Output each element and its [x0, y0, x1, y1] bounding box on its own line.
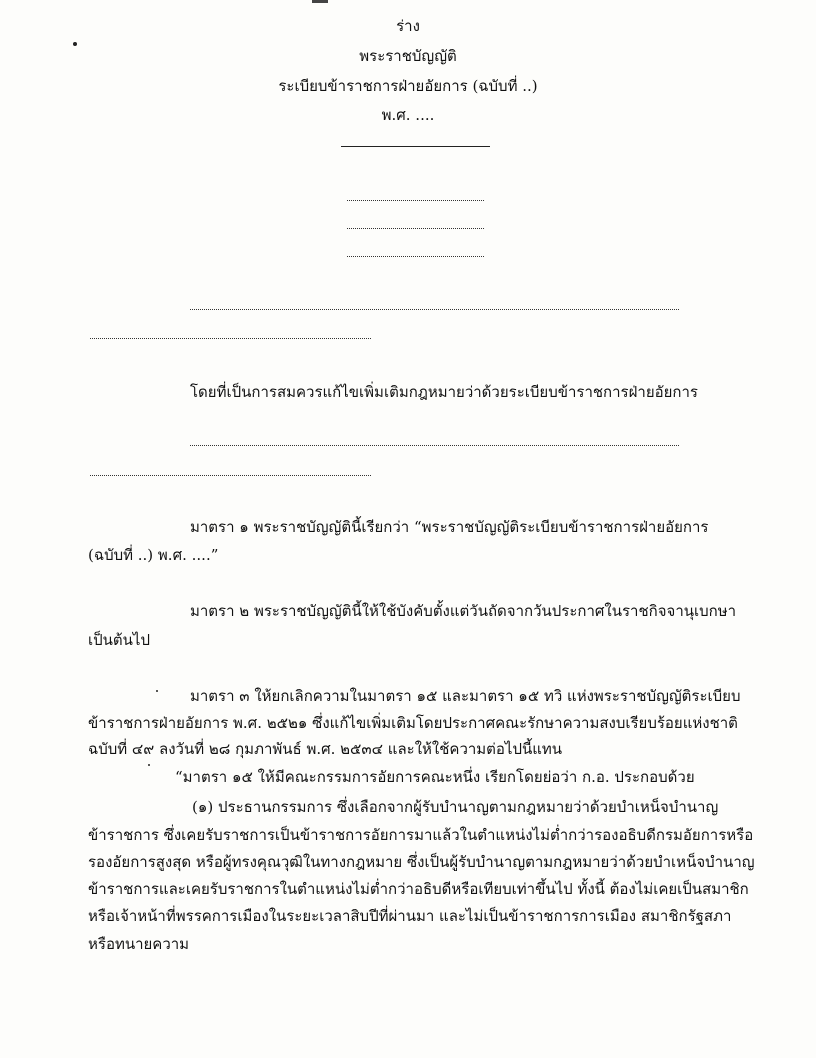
act-year: พ.ศ. ....: [381, 106, 435, 124]
blank-line: [190, 445, 679, 446]
draft-label: ร่าง: [396, 17, 420, 35]
blank-line: [347, 256, 484, 257]
section-3-line: ฉบับที่ ๔๙ ลงวันที่ ๒๘ กุมภาพันธ์ พ.ศ. ๒๕๓๔ และให้ใช้ความต่อไปนี้แทน: [88, 740, 563, 758]
section-3-line: ข้าราชการและเคยรับราชการในตำแหน่งไม่ต่ำกว่าอธิบดีหรือเทียบเท่าขึ้นไป ทั้งนี้ ต้องไม่เคยเป็นสมาชิก: [88, 880, 749, 898]
blank-line: [347, 228, 484, 229]
section-1-line: มาตรา ๑ พระราชบัญญัตินี้เรียกว่า “พระราชบัญญัติระเบียบข้าราชการฝ่ายอัยการ: [190, 518, 709, 536]
blank-line: [347, 200, 484, 201]
preamble: โดยที่เป็นการสมควรแก้ไขเพิ่มเติมกฎหมายว่าด้วยระเบียบข้าราชการฝ่ายอัยการ: [190, 383, 698, 401]
scan-speck: [156, 690, 158, 692]
section-3-line: ข้าราชการ ซึ่งเคยรับราชการเป็นข้าราชการอัยการมาแล้วในตำแหน่งไม่ต่ำกว่ารองอธิบดีกรมอัยการหรือ: [88, 826, 754, 844]
section-2-line: เป็นต้นไป: [88, 631, 150, 649]
scan-speck: [148, 764, 150, 766]
section-3-line: ข้าราชการฝ่ายอัยการ พ.ศ. ๒๕๒๑ ซึ่งแก้ไขเพิ่มเติมโดยประกาศคณะรักษาความสงบเรียบร้อยแห่งชาติ: [88, 714, 738, 732]
section-3-line: หรือทนายความ: [88, 935, 190, 953]
scan-artifact-top: [312, 0, 328, 3]
act-title: ระเบียบข้าราชการฝ่ายอัยการ (ฉบับที่ ..): [278, 77, 538, 95]
section-3-line: “มาตรา ๑๕ ให้มีคณะกรรมการอัยการคณะหนึ่ง เรียกโดยย่อว่า ก.อ. ประกอบด้วย: [175, 768, 695, 786]
blank-line: [90, 338, 371, 339]
section-3-line: หรือเจ้าหน้าที่พรรคการเมืองในระยะเวลาสิบปีที่ผ่านมา และไม่เป็นข้าราชการการเมือง สมาชิกรัฐสภา: [88, 907, 732, 925]
section-3-line: รองอัยการสูงสุด หรือผู้ทรงคุณวุฒิในทางกฎหมาย ซึ่งเป็นผู้รับบำนาญตามกฎหมายว่าด้วยบำเหน็จบำนาญ: [88, 853, 755, 871]
section-1-line: (ฉบับที่ ..) พ.ศ. ....”: [88, 546, 219, 564]
blank-line: [90, 475, 371, 476]
section-3-line: มาตรา ๓ ให้ยกเลิกความในมาตรา ๑๕ และมาตรา ๑๕ ทวิ แห่งพระราชบัญญัติระเบียบ: [190, 687, 741, 705]
section-3-line: (๑) ประธานกรรมการ ซึ่งเลือกจากผู้รับบำนาญตามกฎหมายว่าด้วยบำเหน็จบำนาญ: [192, 798, 719, 816]
law-type: พระราชบัญญัติ: [359, 47, 457, 65]
section-2-line: มาตรา ๒ พระราชบัญญัตินี้ให้ใช้บังคับตั้งแต่วันถัดจากวันประกาศในราชกิจจานุเบกษา: [190, 602, 737, 620]
header-rule: [341, 146, 490, 147]
blank-line: [190, 309, 679, 310]
